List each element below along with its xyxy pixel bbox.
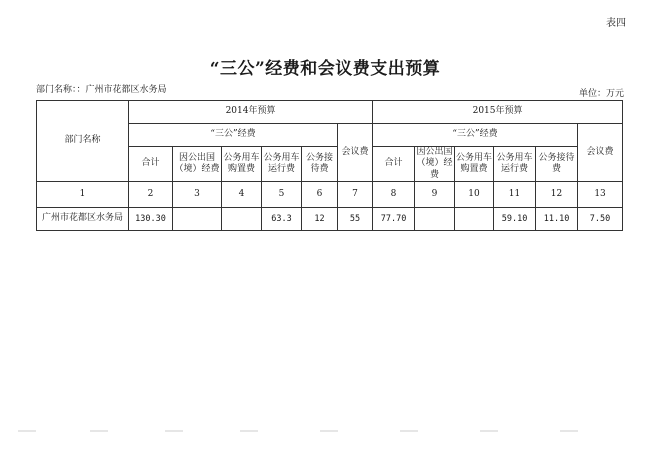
- col-number: 1: [37, 182, 129, 208]
- header-total-2015: 合计: [373, 147, 415, 182]
- header-abroad-2015: 因公出国（境）经费: [416, 147, 453, 180]
- col-number: 6: [302, 182, 338, 208]
- scan-mark: [320, 430, 338, 432]
- header-sangong-2015: “三公”经费: [373, 124, 578, 147]
- header-car-purchase-2015: 公务用车购置费: [455, 147, 494, 182]
- col-number: 10: [455, 182, 494, 208]
- scan-artifacts: [0, 430, 650, 442]
- scan-mark: [165, 430, 183, 432]
- header-abroad-2014: 因公出国（境）经费: [173, 147, 222, 182]
- row-dept-name: 广州市花都区水务局: [37, 208, 129, 231]
- header-year-2015: 2015年预算: [373, 101, 623, 124]
- cell-car-operation-2014: 63.3: [262, 208, 302, 231]
- scan-mark: [480, 430, 498, 432]
- scan-mark: [18, 430, 36, 432]
- page-tag: 表四: [606, 18, 626, 29]
- cell-total-2015: 77.70: [373, 208, 415, 231]
- cell-car-operation-2015: 59.10: [494, 208, 536, 231]
- col-number: 8: [373, 182, 415, 208]
- table-row: [37, 208, 623, 231]
- header-car-purchase-2014: 公务用车购置费: [222, 147, 262, 182]
- col-number: 3: [173, 182, 222, 208]
- header-reception-2014: 公务接待费: [302, 147, 338, 182]
- header-total-2014: 合计: [129, 147, 173, 182]
- col-number: 11: [494, 182, 536, 208]
- scan-mark: [400, 430, 418, 432]
- cell-reception-2014: 12: [302, 208, 338, 231]
- col-number: 2: [129, 182, 173, 208]
- scan-mark: [560, 430, 578, 432]
- cell-total-2014: 130.30: [129, 208, 173, 231]
- col-number: 7: [338, 182, 373, 208]
- document-title: “三公”经费和会议费支出预算: [209, 59, 441, 79]
- budget-table: [36, 100, 623, 231]
- cell-abroad-2014: [173, 208, 222, 231]
- header-meeting-2014: 会议费: [338, 124, 373, 182]
- header-row-years: [37, 101, 623, 124]
- department-label: 部门名称：：广州市花都区水务局: [36, 85, 167, 95]
- header-reception-2015: 公务接待费: [536, 147, 578, 182]
- cell-abroad-2015: [415, 208, 455, 231]
- cell-meeting-2014: 55: [338, 208, 373, 231]
- cell-reception-2015: 11.10: [536, 208, 578, 231]
- header-car-operation-2015: 公务用车运行费: [494, 147, 536, 182]
- header-car-operation-2014: 公务用车运行费: [262, 147, 302, 182]
- col-number: 13: [578, 182, 623, 208]
- col-number: 9: [415, 182, 455, 208]
- header-sangong-2014: “三公”经费: [129, 124, 338, 147]
- cell-car-purchase-2014: [222, 208, 262, 231]
- unit-label: 单位：万元: [578, 89, 624, 99]
- col-number: 4: [222, 182, 262, 208]
- scan-mark: [240, 430, 258, 432]
- col-number: 12: [536, 182, 578, 208]
- scan-mark: [90, 430, 108, 432]
- col-number: 5: [262, 182, 302, 208]
- header-dept-name: 部门名称: [37, 101, 129, 182]
- cell-car-purchase-2015: [455, 208, 494, 231]
- column-number-row: [37, 182, 623, 208]
- header-meeting-2015: 会议费: [578, 124, 623, 182]
- header-year-2014: 2014年预算: [129, 101, 373, 124]
- cell-meeting-2015: 7.50: [578, 208, 623, 231]
